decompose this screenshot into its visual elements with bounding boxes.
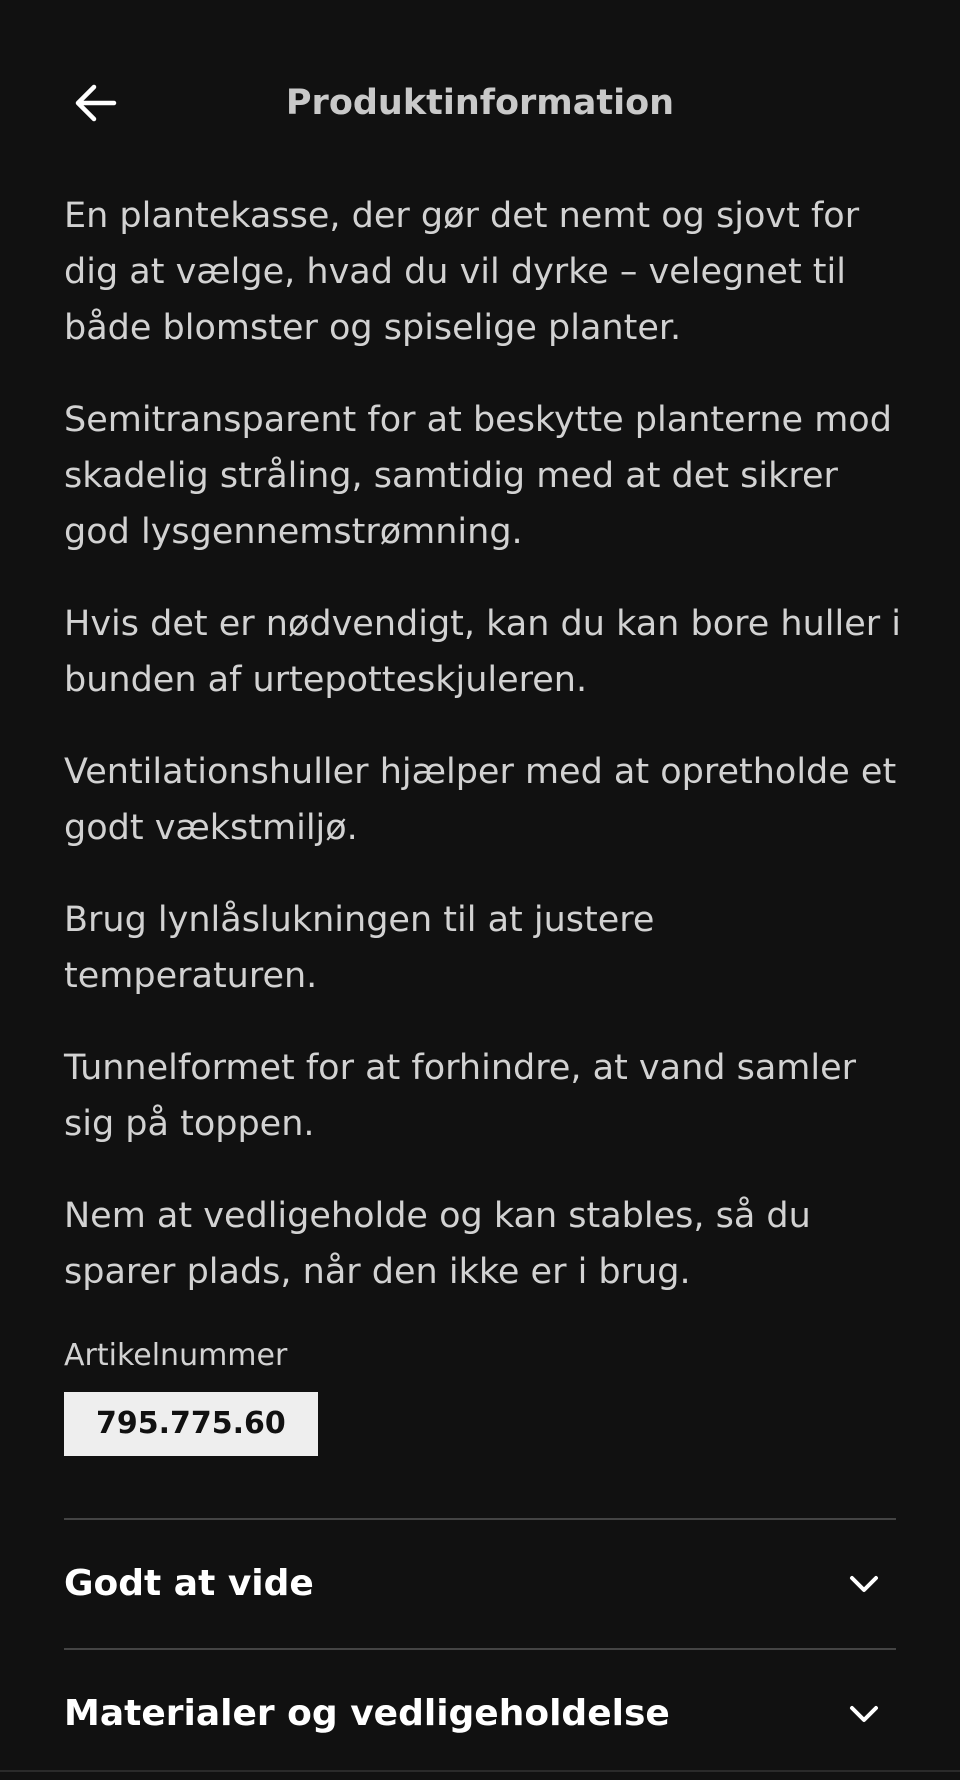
article-number-badge: 795.775.60 bbox=[64, 1392, 318, 1456]
accordion-label: Godt at vide bbox=[64, 1563, 314, 1604]
accordion-label: Materialer og vedligeholdelse bbox=[64, 1693, 670, 1734]
back-button[interactable] bbox=[72, 76, 142, 130]
accordion-materials-care[interactable] bbox=[64, 1648, 896, 1780]
article-number-label: Artikelnummer bbox=[64, 1338, 288, 1373]
description-paragraph: Hvis det er nødvendigt, kan du kan bore huller i bunden af urtepotteskjuleren. bbox=[64, 604, 901, 700]
description-paragraph: Ventilationshuller hjælper med at opretholde et godt vækstmiljø. bbox=[64, 752, 897, 848]
page-title: Produktinformation bbox=[285, 83, 675, 123]
product-description bbox=[64, 188, 904, 1456]
header bbox=[0, 60, 960, 146]
description-paragraph: Semitransparent for at beskytte planterne mod skadelig stråling, samtidig med at det sikrer god lysgennemstrømning. bbox=[64, 400, 892, 552]
chevron-down-icon bbox=[846, 1566, 882, 1602]
description-paragraph: Nem at vedligeholde og kan stables, så du sparer plads, når den ikke er i brug. bbox=[64, 1196, 811, 1292]
chevron-down-icon bbox=[846, 1696, 882, 1732]
description-paragraph: En plantekasse, der gør det nemt og sjovt for dig at vælge, hvad du vil dyrke – velegnet til både blomster og spiselige planter. bbox=[64, 196, 860, 348]
description-paragraph: Brug lynlåslukningen til at justere temperaturen. bbox=[64, 900, 655, 996]
accordion-good-to-know[interactable] bbox=[64, 1518, 896, 1650]
description-paragraph: Tunnelformet for at forhindre, at vand samler sig på toppen. bbox=[64, 1048, 857, 1144]
arrow-left-icon bbox=[72, 80, 118, 126]
